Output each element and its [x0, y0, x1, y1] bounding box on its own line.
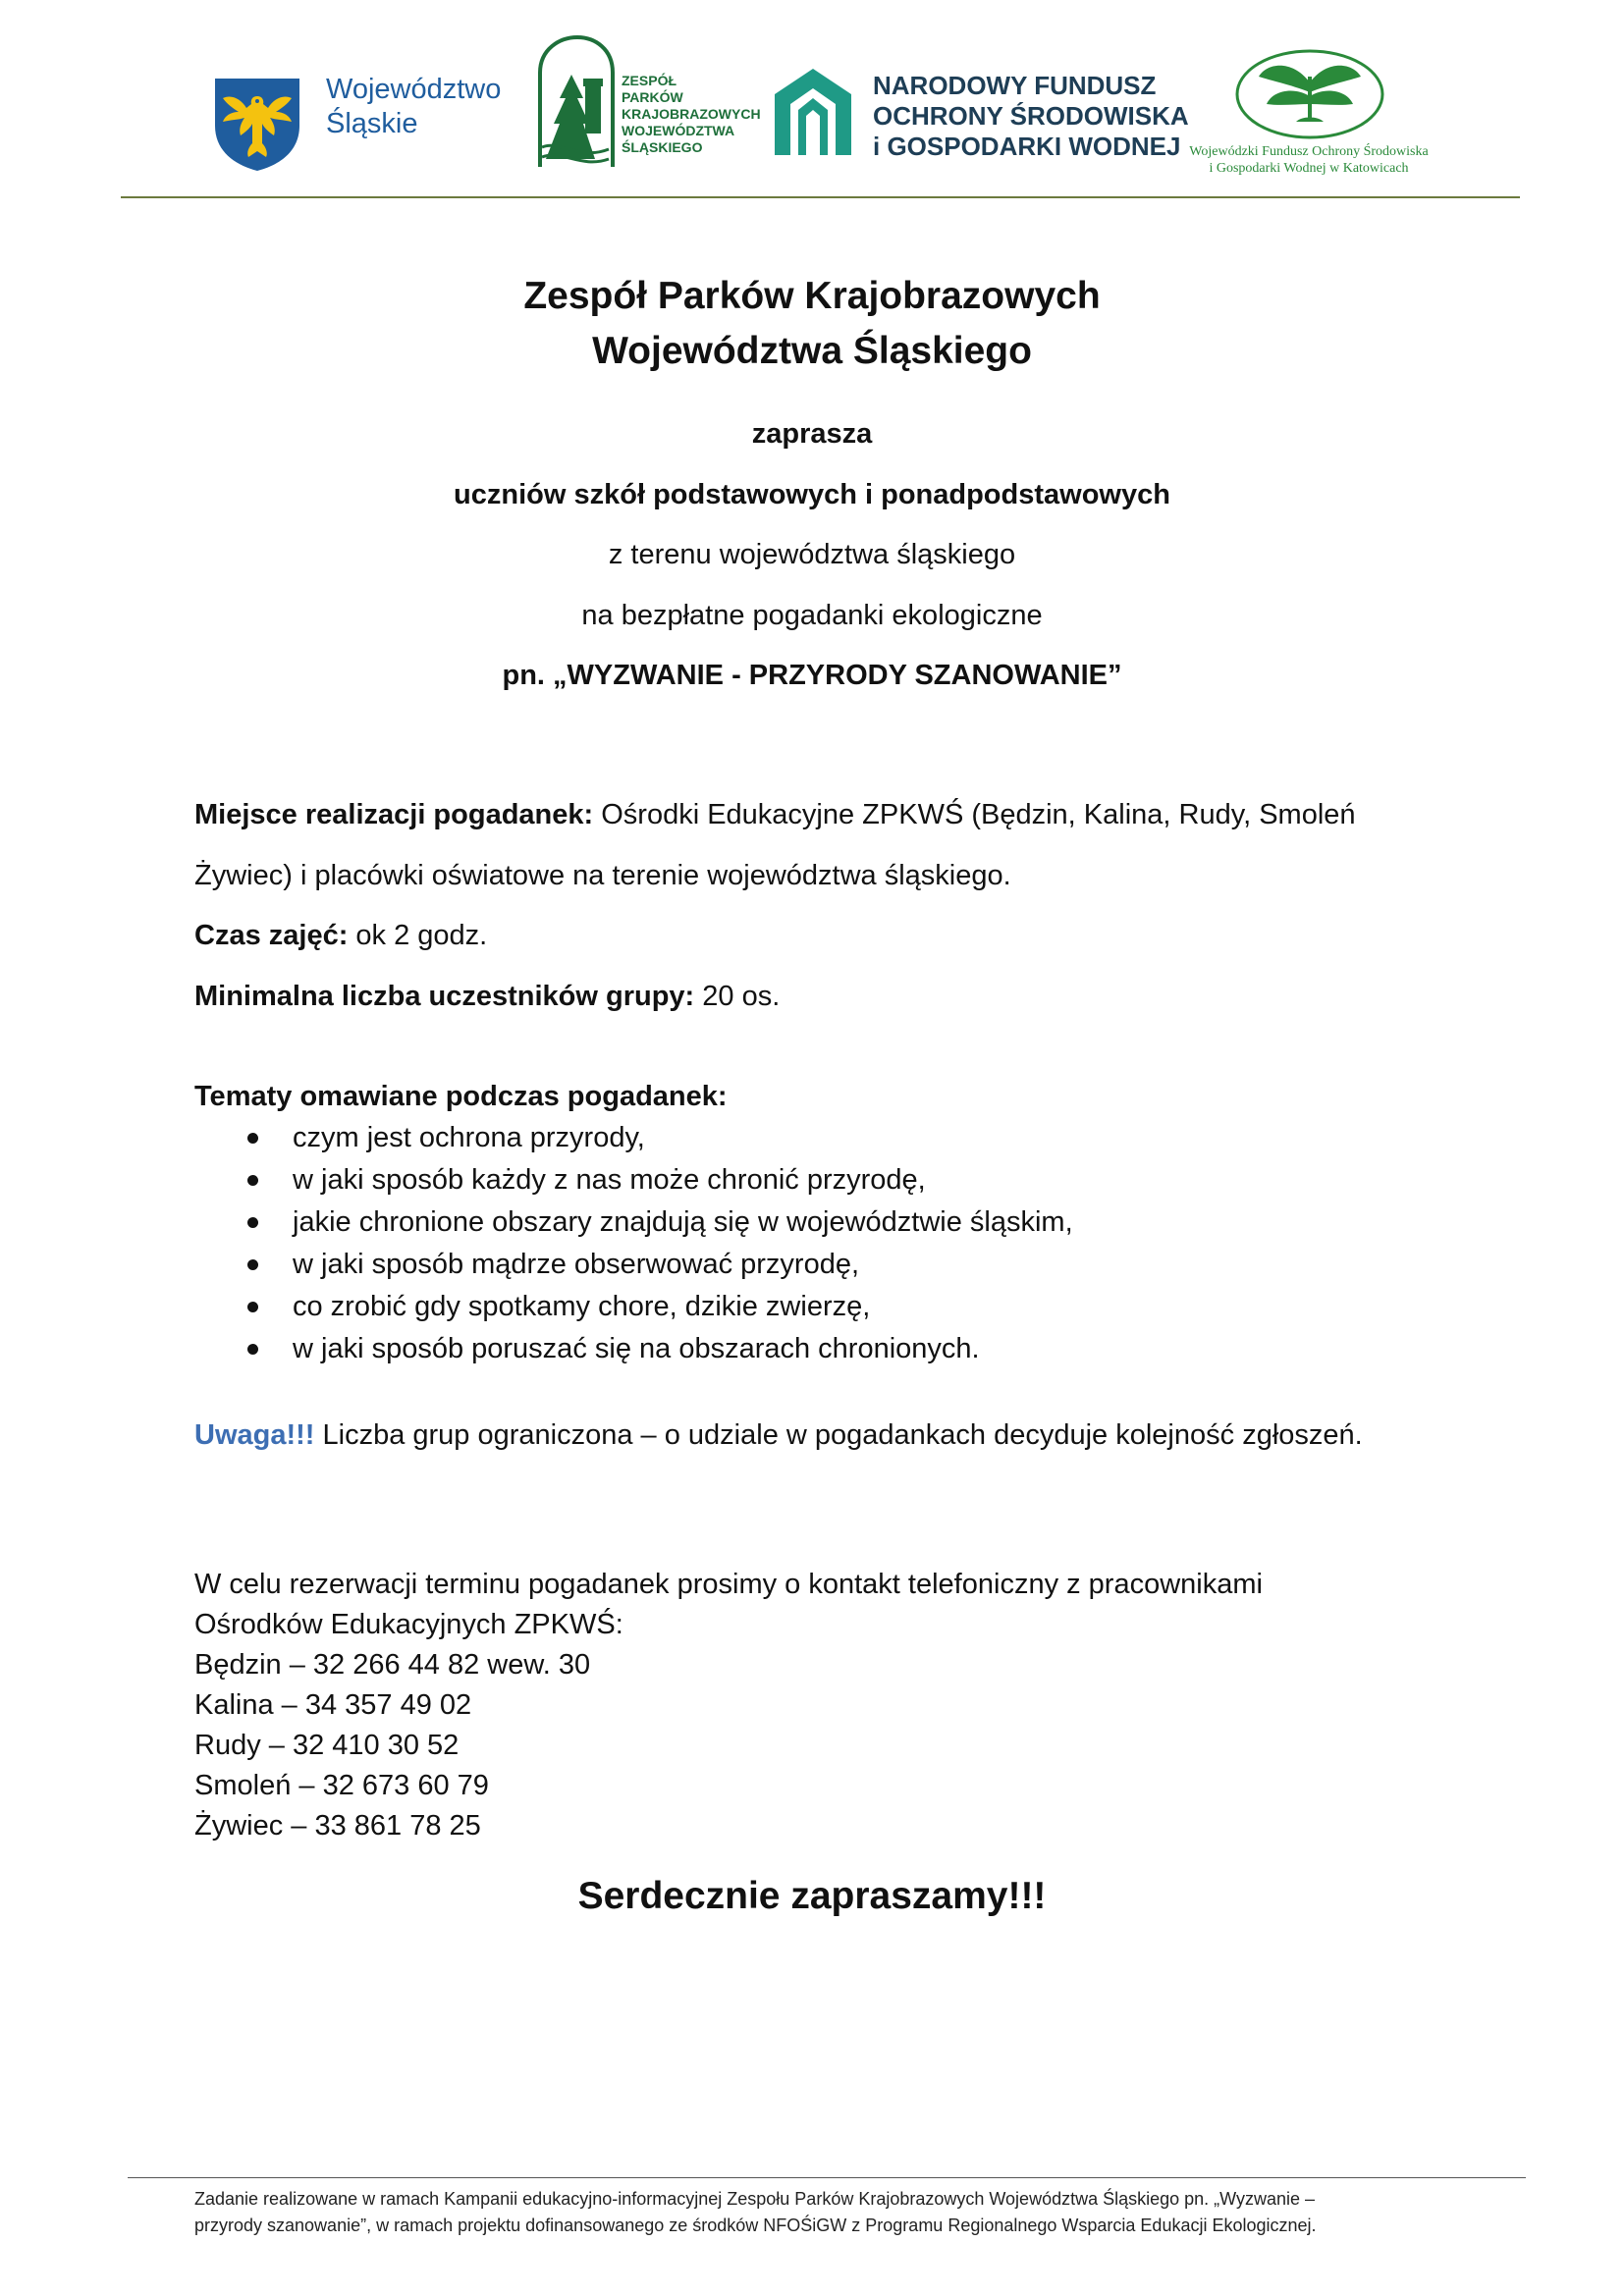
- list-item: w jaki sposób mądrze obserwować przyrodę,: [194, 1247, 1073, 1289]
- intro-event: na bezpłatne pogadanki ekologiczne: [581, 600, 1043, 631]
- wfosigw-leaf-logo: [1233, 47, 1386, 146]
- contact-block: [194, 1565, 1263, 1846]
- closing-invitation: Serdecznie zapraszamy!!!: [577, 1875, 1047, 1917]
- topics-heading: Tematy omawiane podczas pogadanek:: [194, 1081, 728, 1112]
- list-item: jakie chronione obszary znajdują się w województwie śląskim,: [194, 1204, 1073, 1247]
- footer-divider: [128, 2177, 1526, 2178]
- contact-intro-cont: Ośrodków Edukacyjnych ZPKWŚ:: [194, 1609, 623, 1640]
- place-line-cont: Żywiec) i placówki oświatowe na terenie województwa śląskiego.: [194, 860, 1011, 891]
- bullet-icon: [247, 1259, 258, 1270]
- phone-bedzin: Będzin – 32 266 44 82 wew. 30: [194, 1649, 591, 1681]
- header-divider: [121, 196, 1520, 198]
- nfosigw-logo-text: NARODOWY FUNDUSZ OCHRONY ŚRODOWISKA i GOSPODARKI WODNEJ: [873, 71, 1189, 161]
- phone-smolen: Smoleń – 32 673 60 79: [194, 1770, 489, 1801]
- time-value: ok 2 godz.: [348, 920, 488, 951]
- topics-list: [194, 1120, 1073, 1373]
- nfosigw-logo: [769, 65, 857, 164]
- intro-invites: zaprasza: [751, 418, 873, 450]
- intro-region: z terenu województwa śląskiego: [608, 539, 1016, 570]
- bullet-icon: [247, 1133, 258, 1144]
- silesia-coat-of-arms-logo: [211, 75, 303, 178]
- min-participants-value: 20 os.: [694, 981, 781, 1012]
- footer-note: Zadanie realizowane w ramach Kampanii edukacyjno-informacyjnej Zespołu Parków Krajobrazowych Województwa Śląskiego pn. „Wyzwanie – przyrody szanowanie”, w ramach projektu dofinansowanego ze środków NFOŚiGW z Programu Regionalnego Wsparcia Edukacji Ekologicznej.: [194, 2189, 1317, 2235]
- min-participants-label: Minimalna liczba uczestników grupy:: [194, 981, 695, 1012]
- notice-text: Liczba grup ograniczona – o udziale w pogadankach decyduje kolejność zgłoszeń.: [314, 1419, 1363, 1451]
- bullet-icon: [247, 1175, 258, 1186]
- time-line: [194, 918, 487, 953]
- notice-label: Uwaga!!!: [194, 1419, 315, 1451]
- bullet-icon: [247, 1217, 258, 1228]
- landscape-parks-logo-text: ZESPÓŁ PARKÓW KRAJOBRAZOWYCH WOJEWÓDZTWA ŚLĄSKIEGO: [622, 73, 761, 155]
- place-value: Ośrodki Edukacyjne ZPKWŚ (Będzin, Kalina, Rudy, Smoleń: [593, 799, 1356, 830]
- list-item: co zrobić gdy spotkamy chore, dzikie zwierzę,: [194, 1289, 1073, 1331]
- bullet-icon: [247, 1302, 258, 1312]
- list-item: czym jest ochrona przyrody,: [194, 1120, 1073, 1162]
- intro-audience: uczniów szkół podstawowych i ponadpodstawowych: [454, 479, 1170, 510]
- place-label: Miejsce realizacji pogadanek:: [194, 799, 594, 830]
- bullet-icon: [247, 1344, 258, 1355]
- list-item: w jaki sposób każdy z nas może chronić przyrodę,: [194, 1162, 1073, 1204]
- notice: [194, 1417, 1363, 1453]
- landscape-parks-logo: [530, 33, 621, 176]
- phone-zywiec: Żywiec – 33 861 78 25: [194, 1810, 481, 1842]
- phone-kalina: Kalina – 34 357 49 02: [194, 1689, 472, 1721]
- silesia-logo-text: Województwo Śląskie: [326, 74, 502, 139]
- wfosigw-logo-text: Wojewódzki Fundusz Ochrony Środowiska i Gospodarki Wodnej w Katowicach: [1189, 144, 1429, 176]
- min-participants-line: [194, 979, 780, 1014]
- list-item: w jaki sposób poruszać się na obszarach chronionych.: [194, 1331, 1073, 1373]
- intro-event-name: pn. „WYZWANIE - PRZYRODY SZANOWANIE”: [502, 660, 1122, 691]
- contact-intro: W celu rezerwacji terminu pogadanek prosimy o kontakt telefoniczny z pracownikami: [194, 1569, 1263, 1600]
- phone-rudy: Rudy – 32 410 30 52: [194, 1730, 460, 1761]
- time-label: Czas zajęć:: [194, 920, 349, 951]
- place-line: [194, 797, 1356, 832]
- document-title: Zespół Parków Krajobrazowych Województwa Śląskiego: [523, 275, 1101, 372]
